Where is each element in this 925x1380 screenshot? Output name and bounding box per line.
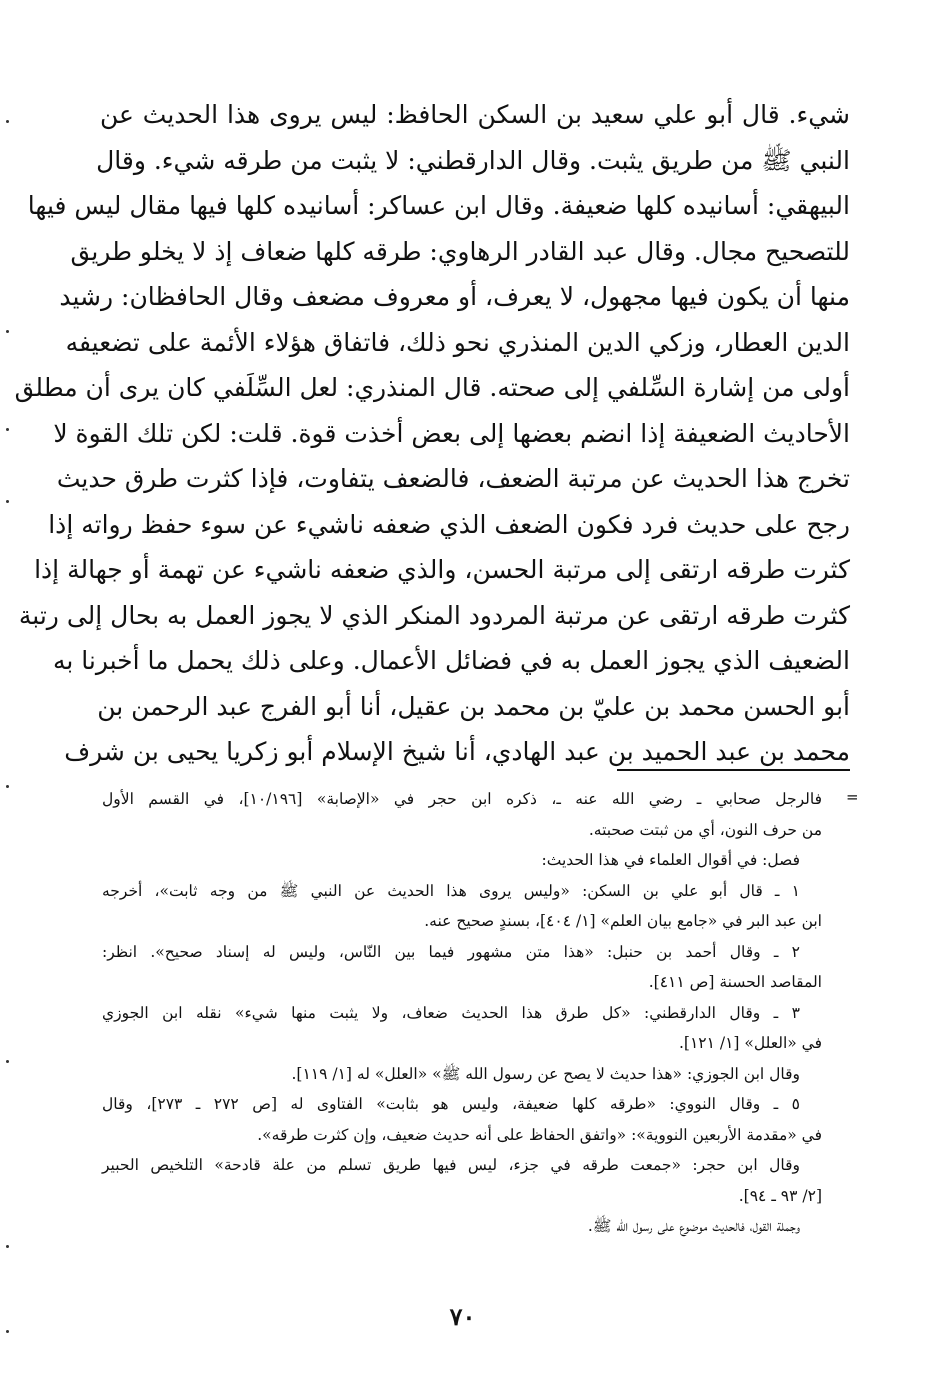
- main-text-line: أولى من إشارة السِّلفي إلى صحته. قال المنذري: لعل السِّلَفي كان يرى أن مطلق: [14, 373, 850, 402]
- footnote-line: ابن عبد البر في «جامع بيان العلم» [١/ ٤٠٤]، بسندٍ صحيح عنه.: [424, 912, 822, 930]
- footnote-line: فالرجل صحابي ـ رضي الله عنه ـ، ذكره ابن حجر في «الإصابة» [١٠/١٩٦]، في القسم الأول: [102, 790, 822, 808]
- main-text-line: شيء. قال أبو علي سعيد بن السكن الحافظ: ليس يروى هذا الحديث عن: [100, 100, 850, 129]
- footnote-separator: [617, 769, 850, 771]
- main-text-line: محمد بن عبد الحميد بن عبد الهادي، أنا شيخ الإسلام أبو زكريا يحيى بن شرف: [64, 737, 850, 766]
- main-text-line: كثرت طرقه ارتقى عن مرتبة المردود المنكر الذي لا يجوز العمل به بحال إلى رتبة: [18, 600, 850, 630]
- main-text-line: الضعيف الذي يجوز العمل به في فضائل الأعمال. وعلى ذلك يحمل ما أخبرنا به: [52, 646, 850, 675]
- footnote-line: ١ ـ قال أبو علي بن السكن: «وليس يروى هذا الحديث عن النبي ﷺ من وجه ثابت»، أخرجه: [102, 881, 800, 900]
- footnote-line: ٣ ـ وقال الدارقطني: «كل طرق هذا الحديث ضعاف، ولا يثبت منها شيء» نقله ابن الجوزي: [102, 1003, 800, 1022]
- main-text-block: [14, 92, 850, 775]
- margin-dot: [6, 785, 9, 788]
- footnote-continuation-marker: =: [846, 788, 859, 806]
- main-text-line: البيهقي: أسانيده كلها ضعيفة. وقال ابن عساكر: أسانيده كلها فيها مقال ليس فيها: [27, 191, 850, 220]
- footnote-line: وجملة القول، فالحديث موضوع على رسول الله ﷺ.: [587, 1217, 800, 1235]
- footnote-line: وقال ابن حجر: «جمعت طرقه في جزء، ليس فيها طريق تسلم من علة قادحة» التلخيص الحبير: [102, 1156, 800, 1174]
- footnote-line: [٢/ ٩٣ ـ ٩٤].: [738, 1186, 822, 1205]
- margin-dot: [6, 1330, 9, 1333]
- main-text-line: الأحاديث الضعيفة إذا انضم بعضها إلى بعض أخذت قوة. قلت: لكن تلك القوة لا: [53, 418, 850, 448]
- margin-dot: [6, 1060, 9, 1063]
- margin-dot: [6, 330, 9, 333]
- footnote-line: وقال ابن الجوزي: «هذا حديث لا يصح عن رسول الله ﷺ» «العلل» له [١/ ١١٩].: [291, 1064, 800, 1083]
- footnote-line: في «العلل» [١/ ١٢١].: [678, 1034, 822, 1052]
- footnote-line: من حرف النون، أي من ثبتت صحبته.: [588, 820, 822, 839]
- main-text-line: كثرت طرقه ارتقى إلى مرتبة الحسن، والذي ضعفه ناشيء عن تهمة أو جهالة إذا: [34, 555, 850, 584]
- main-text-line: الدين العطار، وزكي الدين المنذري نحو ذلك، فاتفاق هؤلاء الأئمة على تضعيفه: [65, 327, 850, 357]
- main-text-line: النبي ﷺ من طريق يثبت. وقال الدارقطني: لا يثبت من طرقه شيء. وقال: [96, 145, 850, 175]
- footnote-line: في «مقدمة الأربعين النووية»: «واتفق الحفاظ على أنه حديث ضعيف، وإن كثرت طرقه».: [257, 1125, 822, 1144]
- main-text-line: للتصحيح مجال. وقال عبد القادر الرهاوي: طرقه كلها ضعاف إذ لا يخلو طريق: [70, 236, 850, 266]
- footnote-line: المقاصد الحسنة [ص ٤١١].: [648, 973, 822, 991]
- main-text-line: منها أن يكون فيها مجهول، لا يعرف، أو معروف مضعف وقال الحافظان: رشيد: [59, 282, 850, 311]
- main-text-line: أبو الحسن محمد بن عليّ بن محمد بن عقيل، أنا أبو الفرج عبد الرحمن بن: [97, 691, 850, 721]
- margin-dot: [6, 500, 9, 503]
- margin-dot: [6, 1245, 9, 1248]
- margin-dot: [6, 428, 9, 431]
- footnote-line: ٢ ـ وقال أحمد بن حنبل: «هذا متن مشهور فيما بين النّاس، وليس له إسناد صحيح». انظر:: [102, 942, 800, 961]
- footnotes-block: [102, 784, 822, 1242]
- margin-dot: [6, 120, 9, 123]
- footnote-line: فصل: في أقوال العلماء في هذا الحديث:: [541, 851, 800, 869]
- page-number: ٧٠: [449, 1302, 476, 1331]
- main-text-line: رجح على حديث فرد فكون الضعف الذي ضعفه ناشيء عن سوء حفظ رواته إذا: [48, 509, 850, 539]
- main-text-line: تخرج هذا الحديث عن مرتبة الضعف، فالضعف يتفاوت، فإذا كثرت طرق حديث: [56, 464, 850, 493]
- footnote-line: ٥ ـ وقال النووي: «طرقه كلها ضعيفة، وليس هو بثابت» الفتاوى له [ص ٢٧٢ ـ ٢٧٣]، وقال: [102, 1095, 800, 1113]
